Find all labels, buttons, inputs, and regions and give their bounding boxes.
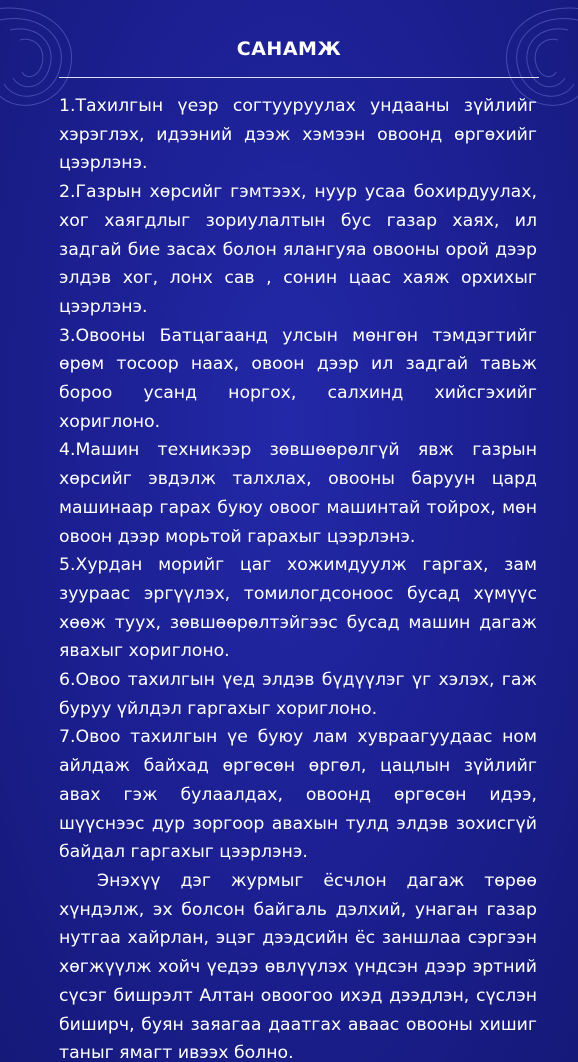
rule-item-2: 2.Газрын хөрсийг гэмтээх, нуур усаа бохирдуулах, хог хаягдлыг зориулалтын бус газар хаях, ил задгай бие засах болон ялангуяа овооны орой дээр элдэв хог, лонх сав , сонин цаас хаяж орхихыг цээрлэнэ.	[59, 182, 537, 317]
notice-body	[59, 92, 537, 1062]
title-divider	[59, 77, 539, 78]
rule-item-1: 1.Тахилгын үеэр согтууруулах ундааны зүйлийг хэрэглэх, идээний дээж хэмээн овоонд өргөхийг цээрлэнэ.	[59, 96, 537, 174]
rule-item-5: 5.Хурдан морийг цаг хожимдуулж гаргах, зам зуураас эргүүлэх, томилогдсоноос бусад хүмүүс хөөж туух, зөвшөөрөлтэйгээс бусад машин дагаж явахыг хориглоно.	[59, 555, 537, 662]
rule-item-6: 6.Овоо тахилгын үед элдэв бүдүүлэг үг хэлэх, гаж буруу үйлдэл гаргахыг хориглоно.	[59, 670, 537, 719]
rule-item-3: 3.Овооны Батцагаанд улсын мөнгөн тэмдэгтийг өрөм тосоор наах, овоон дээр ил задгай тавьж бороо усанд норгох, салхинд хийсгэхийг хориглоно.	[59, 325, 537, 432]
rule-item-7: 7.Овоо тахилгын үе буюу лам хувраагуудаас ном айлдаж байхад өргөсөн өргөл, цацлын зүйлийг авах гэж булаалдах, овоонд өргөсөн идээ, шүүснээс дур зоргоор авахын тулд элдэв зохисгүй байдал гаргахыг цээрлэнэ.	[59, 727, 537, 863]
closing-paragraph: Энэхүү дэг журмыг ёсчлон дагаж төрөө хүндэлж, эх болсон байгаль дэлхий, унаган газар нутгаа хайрлан, эцэг дээдсийн ёс заншлаа сэргээн хөгжүүлж хойч үедээ өвлүүлэх үндсэн дээр эртний сүсэг бишрэлт Алтан овоогоо ихэд дээдлэн, сүслэн биширч, буян заяагаа даатгах аваас овооны хишиг таныг ямагт ивээх болно.	[59, 870, 537, 1062]
page-title: САНАМЖ	[236, 38, 342, 60]
rule-item-4: 4.Машин техникээр зөвшөөрөлгүй явж газрын хөрсийг эвдэлж талхлах, овооны баруун цард машинаар гарах буюу овоог машинтай тойрох, мөн овоон дээр морьтой гарахыг цээрлэнэ.	[59, 440, 537, 547]
